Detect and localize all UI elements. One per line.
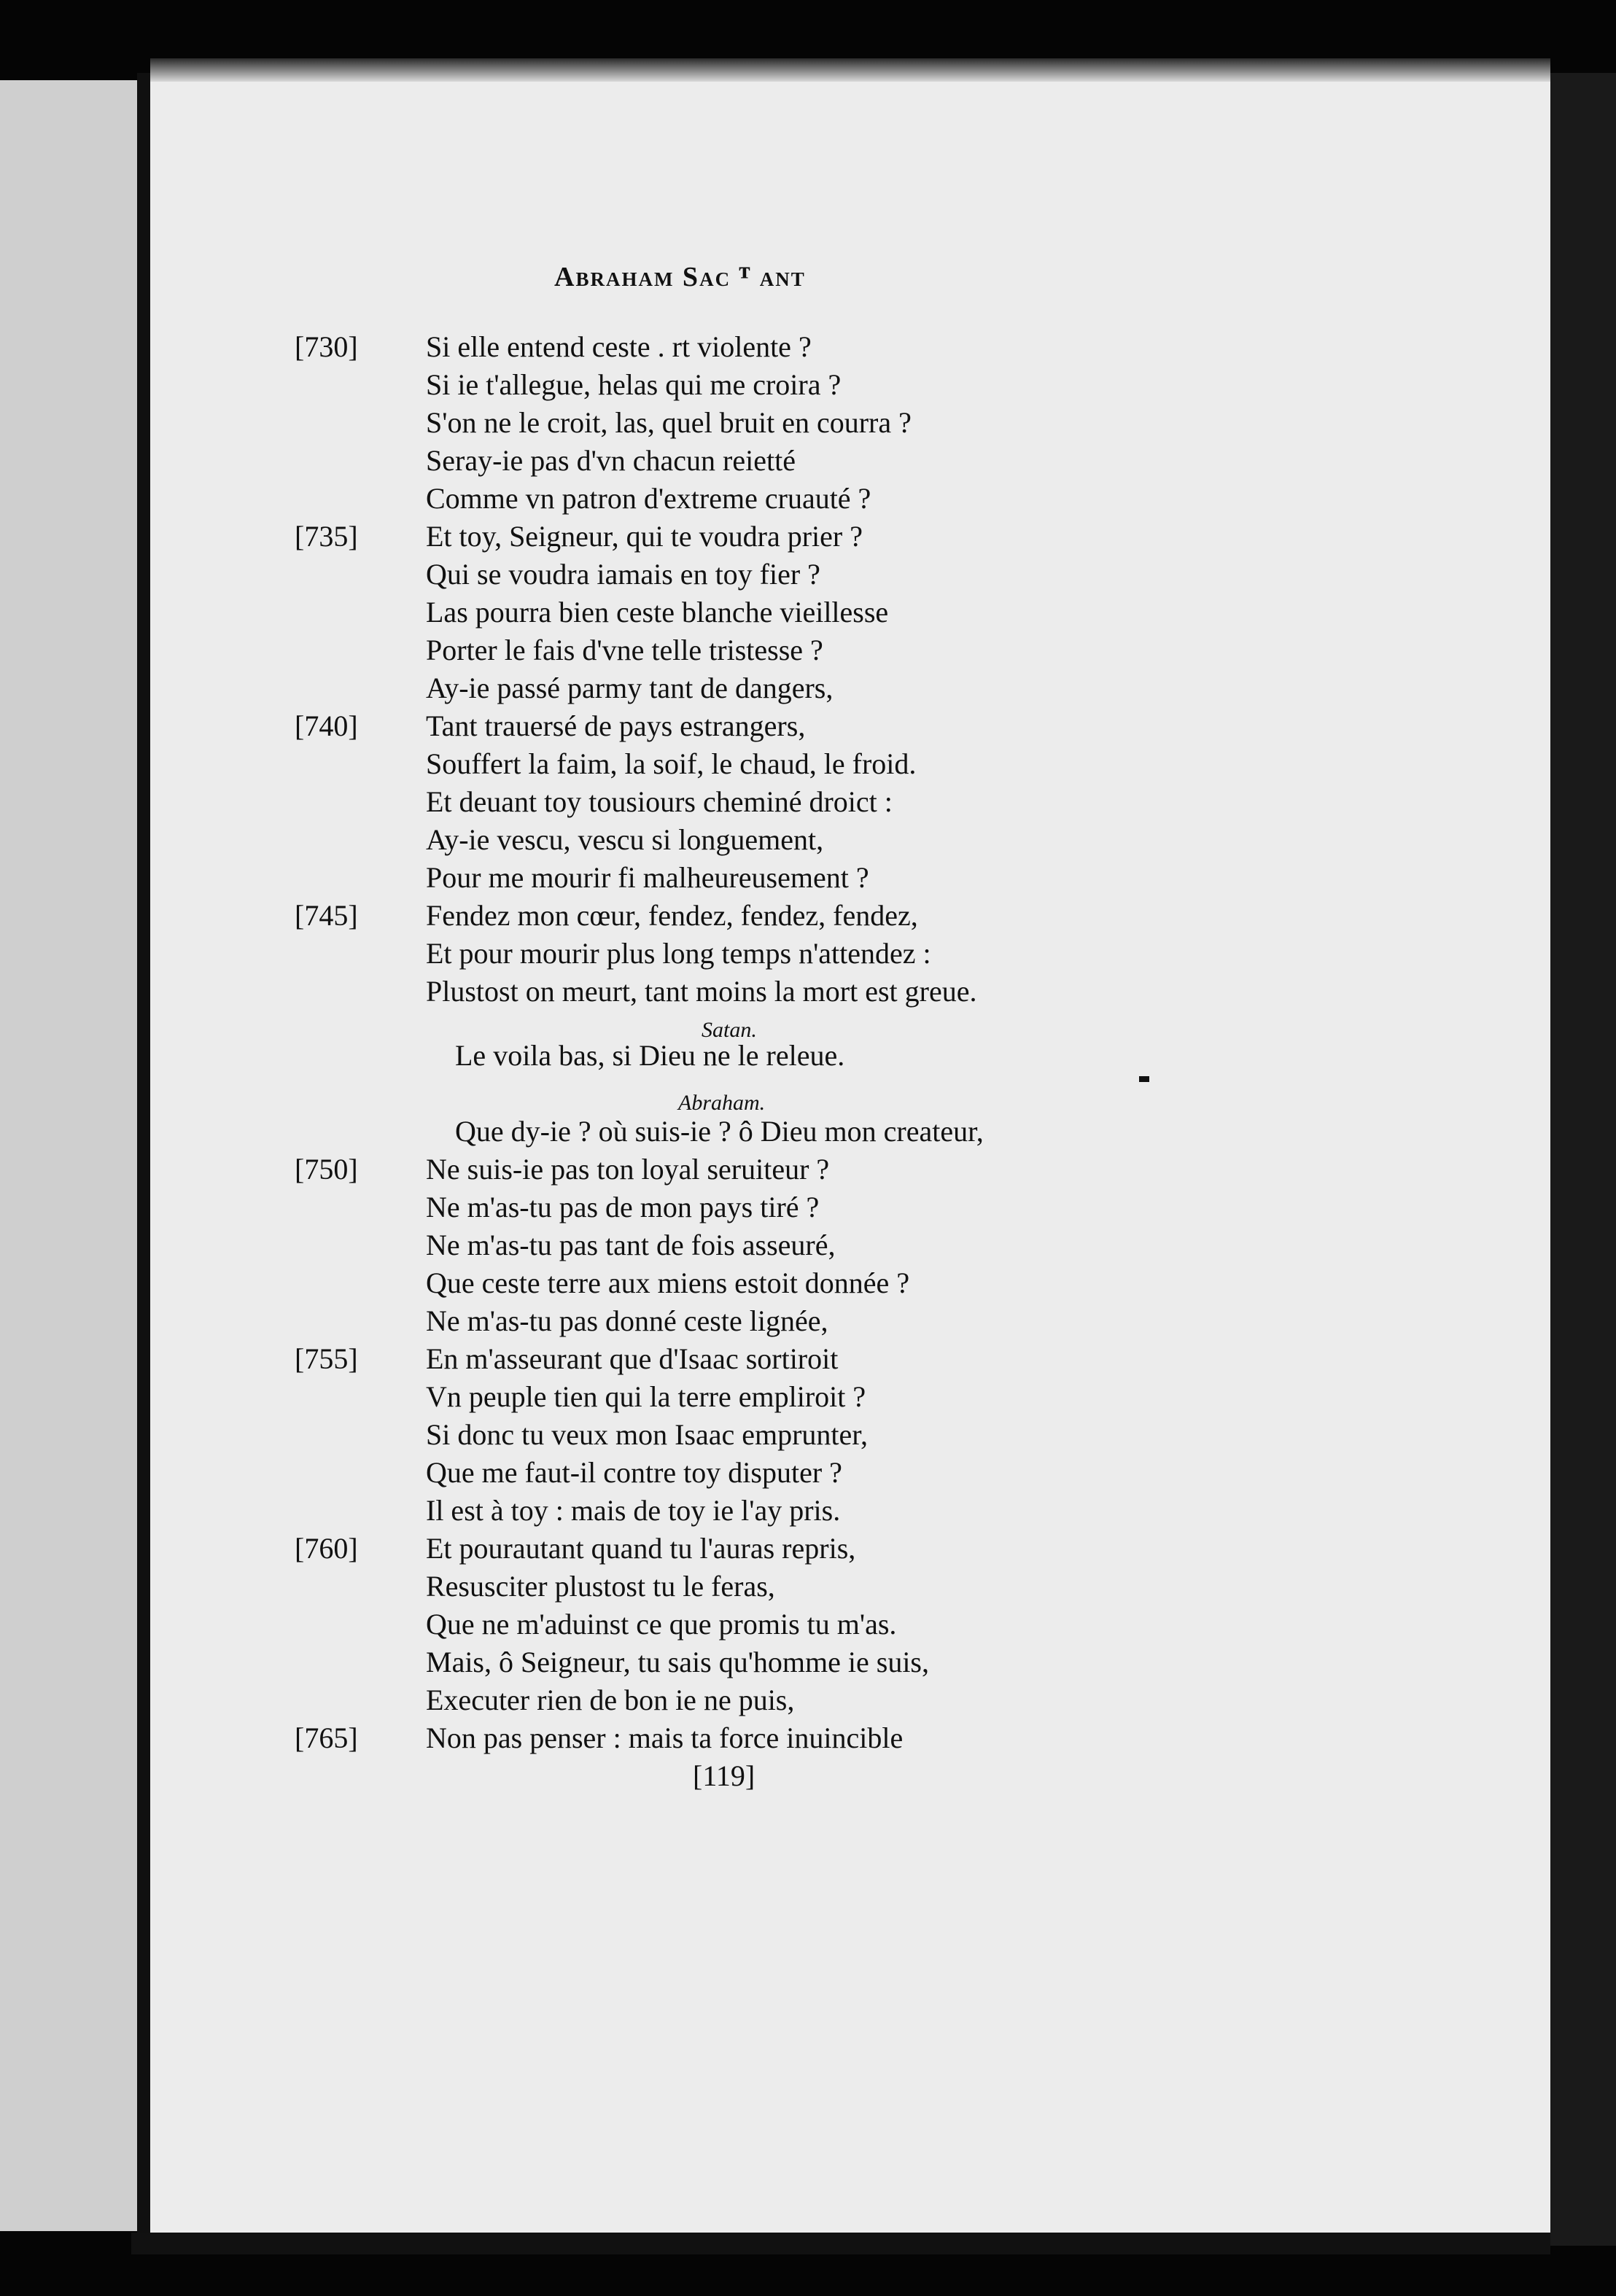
- verse-line: [0, 1190, 1616, 1228]
- verse-line: [0, 747, 1616, 785]
- verse-line: [0, 1531, 1616, 1569]
- line-number: [730]: [295, 330, 358, 363]
- page-bottom-edge: [131, 2233, 1550, 2254]
- verse-line: [0, 1645, 1616, 1683]
- verse-text: Non pas penser : mais ta force inuincible: [426, 1721, 904, 1754]
- verse-line: [0, 1228, 1616, 1266]
- line-number: [735]: [295, 520, 358, 553]
- line-number: [760]: [295, 1532, 358, 1565]
- verse-text: En m'asseurant que d'Isaac sortiroit: [426, 1342, 839, 1375]
- verse-line: [0, 1455, 1616, 1493]
- verse-text: Fendez mon cœur, fendez, fendez, fendez,: [426, 899, 918, 932]
- verse-line: [0, 443, 1616, 481]
- page-number: [119]: [693, 1759, 755, 1792]
- verse-text: Ay-ie passé parmy tant de dangers,: [426, 672, 834, 704]
- verse-line: [0, 785, 1616, 822]
- verse-line: [0, 633, 1616, 671]
- verse-line: [0, 330, 1616, 367]
- verse-text: Porter le fais d'vne telle tristesse ?: [426, 634, 823, 666]
- line-number: [750]: [295, 1153, 358, 1186]
- speaker-abraham: Abraham.: [678, 1091, 766, 1115]
- margin-mark: [1139, 1076, 1149, 1082]
- verse-text: Le voila bas, si Dieu ne le releue.: [455, 1039, 845, 1072]
- running-head: Abraham Sac ᵀ ant: [554, 262, 806, 292]
- verse-text: Resusciter plustost tu le feras,: [426, 1570, 775, 1603]
- verse-line: [0, 709, 1616, 747]
- verse-line: [0, 1417, 1616, 1455]
- verse-line: [0, 519, 1616, 557]
- verse-text: Comme vn patron d'extreme cruauté ?: [426, 482, 871, 515]
- verse-text: Et deuant toy tousiours cheminé droict :: [426, 785, 893, 818]
- verse-text: S'on ne le croit, las, quel bruit en courra ?: [426, 406, 912, 439]
- verse-text: Et toy, Seigneur, qui te voudra prier ?: [426, 520, 863, 553]
- verse-text: Ne suis-ie pas ton loyal seruiteur ?: [426, 1153, 830, 1186]
- verse-line: [0, 1721, 1616, 1759]
- verse-line: [0, 1152, 1616, 1190]
- verse-line: [0, 1379, 1616, 1417]
- verse-text: Si donc tu veux mon Isaac emprunter,: [426, 1418, 869, 1451]
- verse-text: Si ie t'allegue, helas qui me croira ?: [426, 368, 842, 401]
- verse-text: Qui se voudra iamais en toy fier ?: [426, 558, 820, 591]
- verse-line: [0, 1607, 1616, 1645]
- line-number: [755]: [295, 1342, 358, 1375]
- line-number: [745]: [295, 899, 358, 932]
- verse-line: [0, 822, 1616, 860]
- verse-text: Executer rien de bon ie ne puis,: [426, 1684, 795, 1716]
- verse-line: [0, 1114, 1616, 1152]
- verse-text: Tant trauersé de pays estrangers,: [426, 709, 806, 742]
- verse-line: [0, 974, 1616, 1012]
- verse-text: Mais, ô Seigneur, tu sais qu'homme ie suis,: [426, 1646, 929, 1678]
- verse-line: [0, 860, 1616, 898]
- verse-text: Et pour mourir plus long temps n'attendez :: [426, 937, 931, 970]
- verse-text: Ne m'as-tu pas tant de fois asseuré,: [426, 1229, 836, 1261]
- verse-line: [0, 1569, 1616, 1607]
- verse-text: Que ceste terre aux miens estoit donnée ?: [426, 1266, 910, 1299]
- line-number: [740]: [295, 709, 358, 742]
- verse-text: Pour me mourir fi malheureusement ?: [426, 861, 869, 894]
- verse-line: [0, 898, 1616, 936]
- verse-line: [0, 1266, 1616, 1304]
- verse-text: Ne m'as-tu pas de mon pays tiré ?: [426, 1191, 820, 1223]
- verse-line: [0, 936, 1616, 974]
- verse-text: Que ne m'aduinst ce que promis tu m'as.: [426, 1608, 897, 1641]
- verse-text: Souffert la faim, la soif, le chaud, le froid.: [426, 747, 917, 780]
- verse-text: Que me faut-il contre toy disputer ?: [426, 1456, 842, 1489]
- verse-text: Que dy-ie ? où suis-ie ? ô Dieu mon createur,: [455, 1115, 984, 1148]
- verse-text: Il est à toy : mais de toy ie l'ay pris.: [426, 1494, 841, 1527]
- verse-line: [0, 481, 1616, 519]
- verse-text: Plustost on meurt, tant moins la mort est greue.: [426, 975, 977, 1008]
- verse-line: [0, 405, 1616, 443]
- verse-text: Si elle entend ceste . rt violente ?: [426, 330, 812, 363]
- verse-text: Vn peuple tien qui la terre empliroit ?: [426, 1380, 866, 1413]
- verse-text: Seray-ie pas d'vn chacun reietté: [426, 444, 796, 477]
- verse-line: [0, 1683, 1616, 1721]
- verse-line: [0, 595, 1616, 633]
- verse-text: Las pourra bien ceste blanche vieillesse: [426, 596, 889, 629]
- page-top-edge: [150, 58, 1550, 82]
- verse-line: [0, 671, 1616, 709]
- line-number: [765]: [295, 1721, 358, 1754]
- verse-text: Ne m'as-tu pas donné ceste lignée,: [426, 1304, 828, 1337]
- verse-line: [0, 557, 1616, 595]
- speaker-satan: Satan.: [702, 1018, 757, 1042]
- verse-line: [0, 1342, 1616, 1379]
- verse-line: [0, 1304, 1616, 1342]
- verse-line: [0, 1038, 1616, 1076]
- verse-line: [0, 367, 1616, 405]
- verse-text: Et pourautant quand tu l'auras repris,: [426, 1532, 856, 1565]
- verse-line: [0, 1493, 1616, 1531]
- verse-text: Ay-ie vescu, vescu si longuement,: [426, 823, 824, 856]
